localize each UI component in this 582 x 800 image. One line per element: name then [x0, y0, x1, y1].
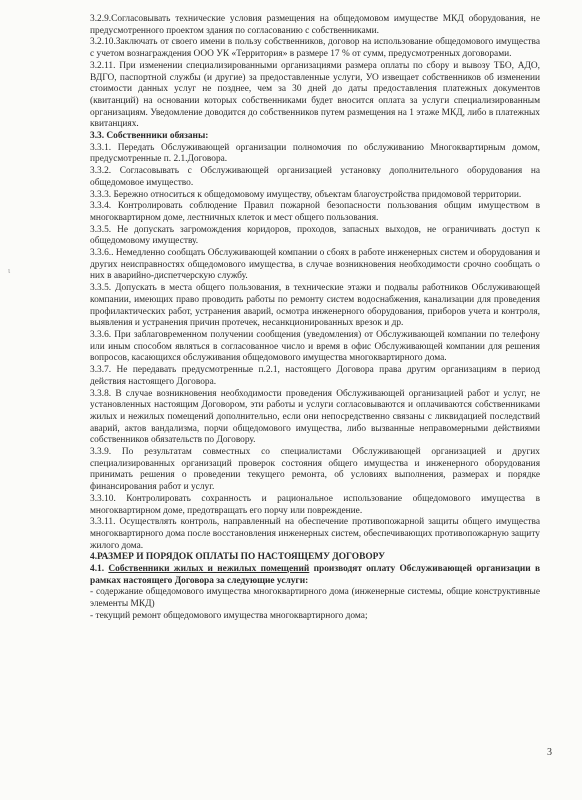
- paragraph-3-3-7: 3.3.7. Не передавать предусмотренные п.2.1, настоящего Договора права другим организациям в период действия настоящего Договора.: [90, 365, 540, 387]
- paragraph-3-3-6-second: 3.3.6. При заблаговременном получении сообщения (уведомления) от Обслуживающей компании по телефону или иным способом являться в согласованное число и время в офис Обслуживающей компании для решения вопросов, касающихся обслуживания общедомового имущества многоквартирного дома.: [90, 329, 540, 364]
- paragraph-3-3-11: 3.3.11. Осуществлять контроль, направленный на обеспечение противопожарной защиты общего имущества многоквартирного дома после восстановления инженерных систем, обеспечивающих противопожарную защиту жилого дома.: [90, 517, 540, 551]
- paragraph-3-3-9: 3.3.9. По результатам совместных со специалистами Обслуживающей организацией и других специализированных организаций проверок состояния общего имущества и инженерного оборудования принимать решения о проведении текущего ремонта, об условиях выполнения, размерах и порядке финансирования работ и услуг.: [90, 447, 540, 493]
- paragraph-3-3-3: 3.3.3. Бережно относиться к общедомовому имуществу, объектам благоустройства придомовой территории.: [90, 189, 522, 200]
- paragraph-3-2-9: 3.2.9.Согласовывать технические условия размещения на общедомовом имуществе МКД оборудования, не предусмотренного проектом здания по согласованию с собственниками.: [90, 14, 540, 36]
- paragraph-3-3-2: 3.3.2. Согласовывать с Обслуживающей организацией установку дополнительного оборудования на общедомовое имущество.: [90, 166, 540, 188]
- paragraph-4-1-underlined: Собственники жилых и нежилых помещений: [108, 564, 310, 575]
- document-body: [90, 14, 540, 623]
- paragraph-4-1-number: 4.1.: [90, 564, 109, 575]
- paragraph-3-3-6: 3.3.6.. Немедленно сообщать Обслуживающей компании о сбоях в работе инженерных систем и оборудования и других неисправностях общедомового имущества, в случае возникновения необходимости срочно сообщать о них в аварийно-диспетчерскую службу.: [90, 248, 540, 282]
- paragraph-3-3-5-second: 3.3.5. Допускать в места общего пользования, в технические этажи и подвалы работников Обслуживающей компании, имеющих право проводить работы по ремонту систем водоснабжения, канализации для проведения профилактических работ, устранения аварий, осмотра инженерного оборудования, приборов учета и контроля, выявления и устранения причин протечек, несанкционированных врезок и др.: [90, 283, 540, 329]
- paragraph-3-2-10: 3.2.10.Заключать от своего имени в пользу собственников, договор на использование общедомового имущества с учетом вознаграждения ООО УК «Территория» в размере 17 % от сумм, предусмотренных договорами.: [90, 37, 540, 60]
- section-heading-4: 4.РАЗМЕР И ПОРЯДОК ОПЛАТЫ ПО НАСТОЯЩЕМУ ДОГОВОРУ: [90, 552, 385, 563]
- paragraph-3-2-11: 3.2.11. При изменении специализированными организациями размера оплаты по сбору и вывозу ТБО, АДО, ВДГО, паспортной службы (и другие) за предоставленные услуги, УО извещает собственников об изменении стоимости данных услуг не позднее, чем за 30 дней до даты предоставления платежных документов (квитанций) на основании которых собственниками будет вносится оплата за услуги специализированным организациям. Уведомление доводится до собственников путем размещения на 1 этаже МКД, либо в платежных квитанциях.: [90, 60, 540, 130]
- paragraph-3-3-8: 3.3.8. В случае возникновения необходимости проведения Обслуживающей организацией работ и услуг, не установленных настоящим Договором, эти работы и услуги согласовываются и оплачиваются собственниками жилых и нежилых помещений дополнительно, если они непосредственно связаны с ликвидацией последствий аварий, актов вандализма, порчи общедомового имущества, либо вызванные неправомерными действиями собственников обязательств по Договору.: [90, 388, 540, 446]
- section-heading-3-3: 3.3. Собственники обязаны:: [90, 131, 209, 142]
- page-number: 3: [547, 747, 552, 758]
- list-item-maintenance: - содержание общедомового имущества многоквартирного дома (инженерные системы, общие конструктивные элементы МКД): [90, 587, 540, 610]
- paragraph-3-3-1: 3.3.1. Передать Обслуживающей организации полномочия по обслуживанию Многоквартирным домом, предусмотренные п. 2.1.Договора.: [90, 142, 540, 165]
- paragraph-4-1: [90, 564, 540, 587]
- paragraph-3-3-5: 3.3.5. Не допускать загромождения коридоров, проходов, запасных выходов, не ограничивать доступ к общедомовому имуществу.: [90, 224, 540, 247]
- paragraph-3-3-10: 3.3.10. Контролировать сохранность и рациональное использование общедомового имущества в многоквартирном доме, предотвращать его порчу или повреждение.: [90, 493, 540, 516]
- list-item-repair: - текущий ремонт общедомового имущества многоквартирного дома;: [90, 610, 368, 621]
- scan-speck: ι: [8, 266, 11, 275]
- paragraph-4-1-rest: производят оплату Обслуживающей организации в рамках настоящего Договора за следующие услуги:: [90, 564, 541, 586]
- paragraph-3-3-4: 3.3.4. Контролировать соблюдение Правил пожарной безопасности пользования общим имуществом в многоквартирном доме, лестничных клеток и мест общего пользования.: [90, 201, 540, 223]
